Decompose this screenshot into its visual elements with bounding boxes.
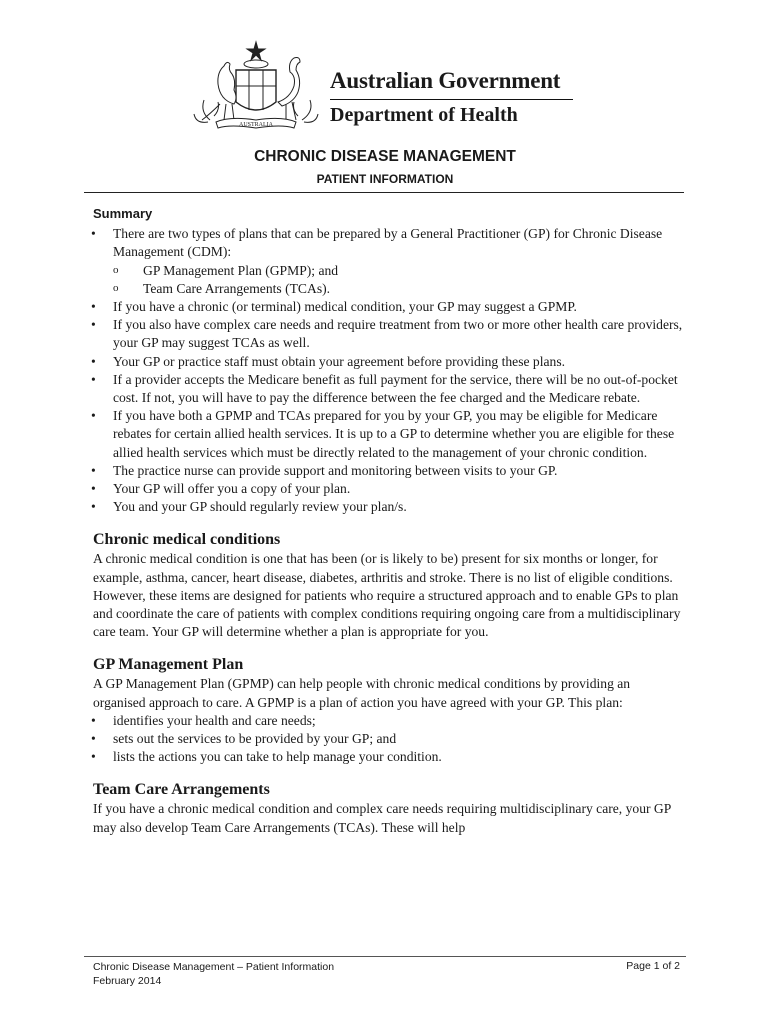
footer-date: February 2014 (93, 975, 162, 987)
document-subtitle: PATIENT INFORMATION (316, 172, 454, 186)
letterhead (190, 40, 590, 140)
document-title: CHRONIC DISEASE MANAGEMENT (254, 148, 516, 165)
list-item: • You and your GP should regularly review your plan/s. (93, 498, 683, 516)
page-number: Page 1 of 2 (626, 960, 680, 972)
letterhead-rule (330, 99, 573, 100)
list-item: • The practice nurse can provide support and monitoring between visits to your GP. (93, 462, 683, 480)
list-item: • sets out the services to be provided by your GP; and (93, 730, 683, 748)
coat-of-arms-icon (190, 40, 322, 136)
crest-motto: AUSTRALIA (239, 122, 273, 128)
department-name: Department of Health (330, 104, 518, 126)
tca-heading: Team Care Arrangements (93, 781, 270, 799)
summary-item-text: There are two types of plans that can be prepared by a General Practitioner (GP) for Chronic Disease Management (CDM): (113, 226, 663, 260)
footer-info (93, 960, 334, 988)
footer-divider (84, 956, 686, 957)
list-item: o GP Management Plan (GPMP); and (113, 262, 683, 280)
list-item: • If you also have complex care needs and require treatment from two or more other health care providers, your GP may suggest TCAs as well. (93, 316, 683, 352)
title-divider (84, 192, 684, 193)
document-body (93, 205, 683, 837)
tca-text: If you have a chronic medical condition and complex care needs requiring multidisciplinary care, your GP may also develop Team Care Arrangements (TCAs). These will help (93, 801, 671, 835)
list-item: • If you have a chronic (or terminal) medical condition, your GP may suggest a GPMP. (93, 298, 683, 316)
list-item: • If a provider accepts the Medicare benefit as full payment for the service, there will be no out-of-pocket cost. If not, you will have to pay the difference between the fee charged and the Medicare rebate. (93, 371, 683, 407)
chronic-conditions-text: A chronic medical condition is one that has been (or is likely to be) present for six months or longer, for example, asthma, cancer, heart disease, diabetes, arthritis and stroke. There is no list of eligible conditions. However, these items are designed for patients who require a structured approach and to enable GPs to plan and coordinate the care of patients with complex conditions requiring ongoing care from a multidisciplinary care team. Your GP will determine whether a plan is appropriate for you. (93, 551, 681, 640)
gpmp-heading: GP Management Plan (93, 656, 244, 674)
list-item: • Your GP will offer you a copy of your plan. (93, 480, 683, 498)
list-item: • Your GP or practice staff must obtain your agreement before providing these plans. (93, 353, 683, 371)
list-item: • If you have both a GPMP and TCAs prepared for you by your GP, you may be eligible for Medicare rebates for certain allied health services. It is up to a GP to determine whether you are eligible for these allied health services which must be directly related to the management of your chronic condition. (93, 407, 683, 462)
list-item: • lists the actions you can take to help manage your condition. (93, 748, 683, 766)
plan-types-list (113, 262, 683, 298)
list-item (93, 225, 683, 298)
gpmp-text: A GP Management Plan (GPMP) can help people with chronic medical conditions by providing an organised approach to care. A GPMP is a plan of action you have agreed with your GP. This plan: (93, 676, 631, 710)
chronic-conditions-heading: Chronic medical conditions (93, 531, 281, 549)
list-item: o Team Care Arrangements (TCAs). (113, 280, 683, 298)
summary-list (93, 225, 683, 516)
list-item: • identifies your health and care needs; (93, 712, 683, 730)
government-name: Australian Government (330, 68, 561, 93)
gpmp-list (93, 712, 683, 767)
footer-document-name: Chronic Disease Management – Patient Information (93, 961, 335, 973)
summary-heading: Summary (93, 206, 153, 221)
